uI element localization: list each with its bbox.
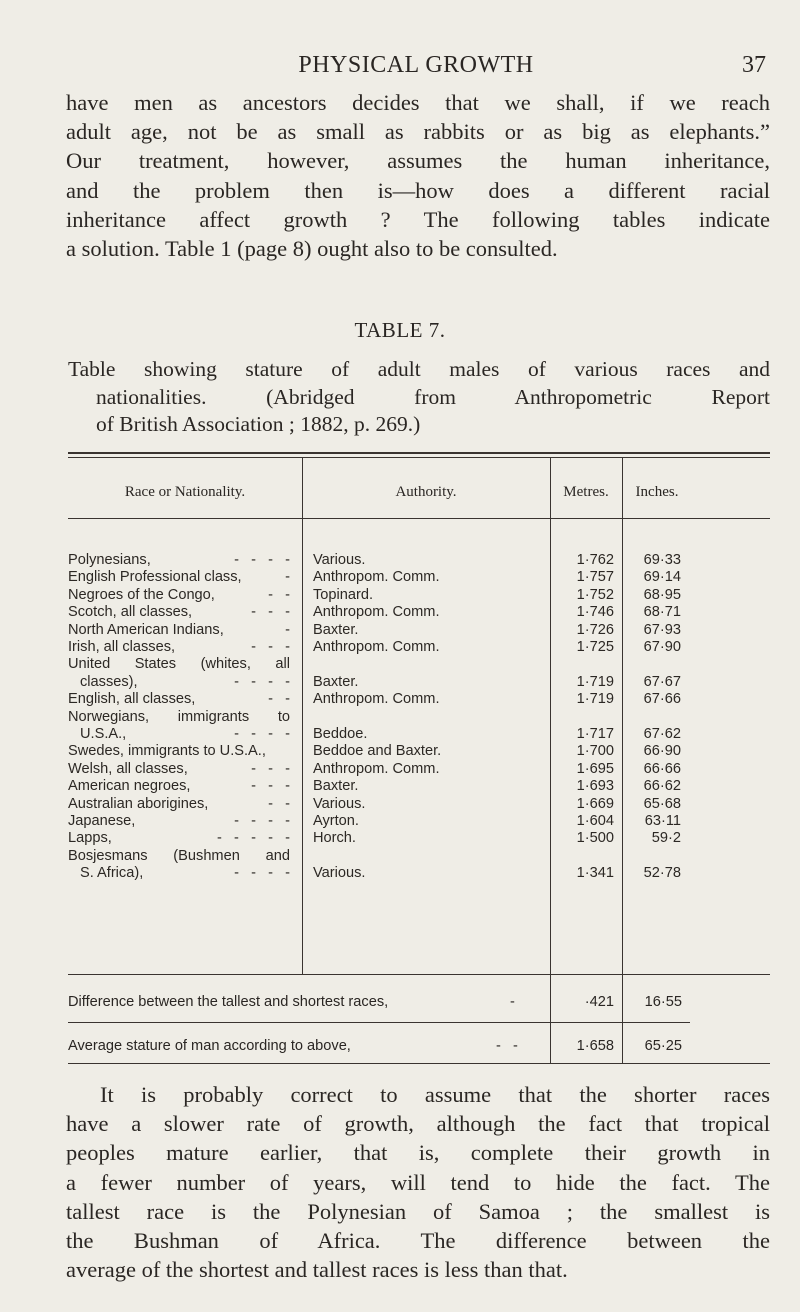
text-line: It is probably correct to assume that the shorter races <box>100 1082 770 1107</box>
authority-cell: Baxter. <box>313 673 359 690</box>
table-title: TABLE 7. <box>354 318 446 342</box>
average-label: Average stature of man according to above, <box>68 1038 351 1054</box>
metres-cell: 1·695 <box>576 760 614 777</box>
metres-cell: 1·693 <box>576 778 614 795</box>
stature-table <box>68 452 770 1064</box>
race-cell: U.S.A., <box>80 726 127 742</box>
authority-cell: Anthropom. Comm. <box>313 639 440 655</box>
metres-cell: 1·669 <box>576 795 614 812</box>
authority-cell: Baxter. <box>313 778 359 795</box>
running-head <box>66 52 766 82</box>
header-inches: Inches. <box>635 484 679 500</box>
authority-cell: Anthropom. Comm. <box>313 604 440 621</box>
table-top-rule <box>68 452 770 454</box>
header-metres: Metres. <box>563 484 609 500</box>
authority-cell: Anthropom. Comm. <box>313 691 440 708</box>
text-line: average of the shortest and tallest races is less than that. <box>66 1257 568 1283</box>
race-cell: classes), <box>80 673 138 690</box>
metres-cell: 1·757 <box>576 569 614 586</box>
text-line: and the problem then is—how does a different racial <box>66 177 770 203</box>
race-cell: Negroes of the Congo, <box>68 586 215 603</box>
metres-cell: 1·726 <box>576 621 614 638</box>
leader-dashes: - - - <box>251 639 290 655</box>
text-line: a fewer number of years, will tend to hide the fact. The <box>66 1169 770 1195</box>
authority-cell: Topinard. <box>313 586 374 603</box>
leader-dashes: - - <box>268 795 290 812</box>
race-cell: Bosjesmans (Bushmen and <box>68 847 290 864</box>
authority-cell: Anthropom. Comm. <box>313 569 440 586</box>
page-number: 37 <box>742 52 766 78</box>
metres-cell: 1·719 <box>576 673 614 690</box>
authority-cell: Various. <box>313 552 366 568</box>
difference-metres: ·421 <box>584 994 614 1010</box>
text-line: a solution. Table 1 (page 8) ought also to be consulted. <box>66 236 558 262</box>
race-cell: North American Indians, <box>68 621 224 638</box>
running-title: PHYSICAL GROWTH <box>298 52 534 78</box>
leader-dashes: - - - - - <box>217 830 290 847</box>
body-bottom-rule <box>68 974 770 975</box>
metres-cell: 1·604 <box>576 813 614 829</box>
race-cell: English, all classes, <box>68 691 196 708</box>
race-cell: American negroes, <box>68 778 191 795</box>
race-cell: Swedes, immigrants to U.S.A., <box>68 743 266 760</box>
table-caption <box>68 356 770 439</box>
authority-cell: Ayrton. <box>313 813 359 829</box>
inches-cell: 67·66 <box>643 691 681 708</box>
header-rule <box>68 518 770 519</box>
inches-cell: 67·90 <box>643 639 681 655</box>
inches-cell: 67·93 <box>643 621 681 638</box>
inches-cell: 68·95 <box>643 586 681 603</box>
inches-cell: 59·2 <box>651 830 681 847</box>
text-line: have men as ancestors decides that we shall, if we reach <box>66 90 770 115</box>
leader-dashes: - - - <box>251 778 290 795</box>
race-cell: Australian aborigines, <box>68 795 209 812</box>
authority-cell: Beddoe. <box>313 726 368 742</box>
race-cell: Norwegians, immigrants to <box>68 708 290 725</box>
metres-cell: 1·717 <box>576 726 614 742</box>
authority-cell: Baxter. <box>313 621 359 638</box>
leader-dashes: - - - <box>251 760 290 777</box>
leader-dashes: - - - - <box>234 813 290 829</box>
inches-cell: 68·71 <box>643 604 681 621</box>
text-line: peoples mature earlier, that is, complete their growth in <box>66 1140 770 1166</box>
authority-cell: Beddoe and Baxter. <box>313 743 442 760</box>
metres-cell: 1·700 <box>576 743 614 760</box>
average-inches: 65·25 <box>644 1038 682 1054</box>
difference-label: Difference between the tallest and shortest races, <box>68 994 389 1010</box>
leader-dashes: - - - <box>251 604 290 621</box>
text-line: tallest race is the Polynesian of Samoa ; the smallest is <box>66 1198 770 1224</box>
inches-cell: 66·62 <box>643 778 681 795</box>
inches-cell: 69·33 <box>643 552 681 568</box>
average-metres: 1·658 <box>576 1038 614 1054</box>
race-cell: S. Africa), <box>80 865 144 882</box>
inches-cell: 67·67 <box>643 673 681 690</box>
authority-cell: Various. <box>313 795 366 812</box>
metres-cell: 1·746 <box>576 604 614 621</box>
text-line: adult age, not be as small as rabbits or as big as elephants.” <box>66 119 770 145</box>
metres-cell: 1·725 <box>576 639 614 655</box>
race-cell: Scotch, all classes, <box>68 604 193 621</box>
caption-line: of British Association ; 1882, p. 269.) <box>96 412 421 436</box>
leader-dashes: - - - - <box>234 552 290 568</box>
inches-cell: 67·62 <box>643 726 681 742</box>
text-line: inheritance affect growth ? The following tables indicate <box>66 206 770 232</box>
leader-dashes: - <box>285 621 290 638</box>
race-cell: United States (whites, all <box>68 656 290 673</box>
inches-cell: 65·68 <box>643 795 681 812</box>
text-line: Our treatment, however, assumes the human inheritance, <box>66 148 770 174</box>
header-race: Race or Nationality. <box>124 484 246 500</box>
leader-dashes: - - <box>268 691 290 708</box>
inches-cell: 52·78 <box>643 865 681 882</box>
race-cell: Polynesians, <box>68 552 151 568</box>
metres-cell: 1·500 <box>576 830 614 847</box>
authority-cell: Various. <box>313 865 366 882</box>
caption-line: nationalities. (Abridged from Anthropometric Report <box>96 384 770 409</box>
race-cell: Welsh, all classes, <box>68 760 188 777</box>
text-line: have a slower rate of growth, although the fact that tropical <box>66 1111 770 1137</box>
column-divider <box>302 458 303 974</box>
race-cell: English Professional class, <box>68 569 242 586</box>
inches-cell: 69·14 <box>643 569 681 586</box>
table-bottom-rule <box>68 1063 770 1064</box>
leader-dashes: - - - - <box>234 726 290 742</box>
authority-cell: Horch. <box>313 830 356 847</box>
leader-dashes: - - <box>268 586 290 603</box>
intro-paragraph <box>66 88 770 263</box>
difference-dash: - <box>510 994 515 1010</box>
race-cell: Lapps, <box>68 830 112 847</box>
closing-paragraph <box>66 1080 770 1284</box>
text-line: the Bushman of Africa. The difference between the <box>66 1228 770 1254</box>
inches-cell: 66·90 <box>643 743 681 760</box>
leader-dashes: - - - - <box>234 865 290 882</box>
metres-cell: 1·719 <box>576 691 614 708</box>
table-top-rule-thin <box>68 457 770 458</box>
authority-cell: Anthropom. Comm. <box>313 760 440 777</box>
caption-line: Table showing stature of adult males of various races and <box>68 357 770 381</box>
race-cell: Irish, all classes, <box>68 639 176 655</box>
metres-cell: 1·341 <box>576 865 614 882</box>
header-authority: Authority. <box>395 484 457 500</box>
difference-inches: 16·55 <box>644 994 682 1010</box>
metres-cell: 1·752 <box>576 586 614 603</box>
difference-rule <box>68 1022 690 1023</box>
inches-cell: 66·66 <box>643 760 681 777</box>
leader-dashes: - - - - <box>234 673 290 690</box>
inches-cell: 63·11 <box>644 813 681 829</box>
race-cell: Japanese, <box>68 813 136 829</box>
metres-cell: 1·762 <box>576 552 614 568</box>
average-dash: - - <box>496 1038 518 1054</box>
leader-dashes: - <box>285 569 290 586</box>
